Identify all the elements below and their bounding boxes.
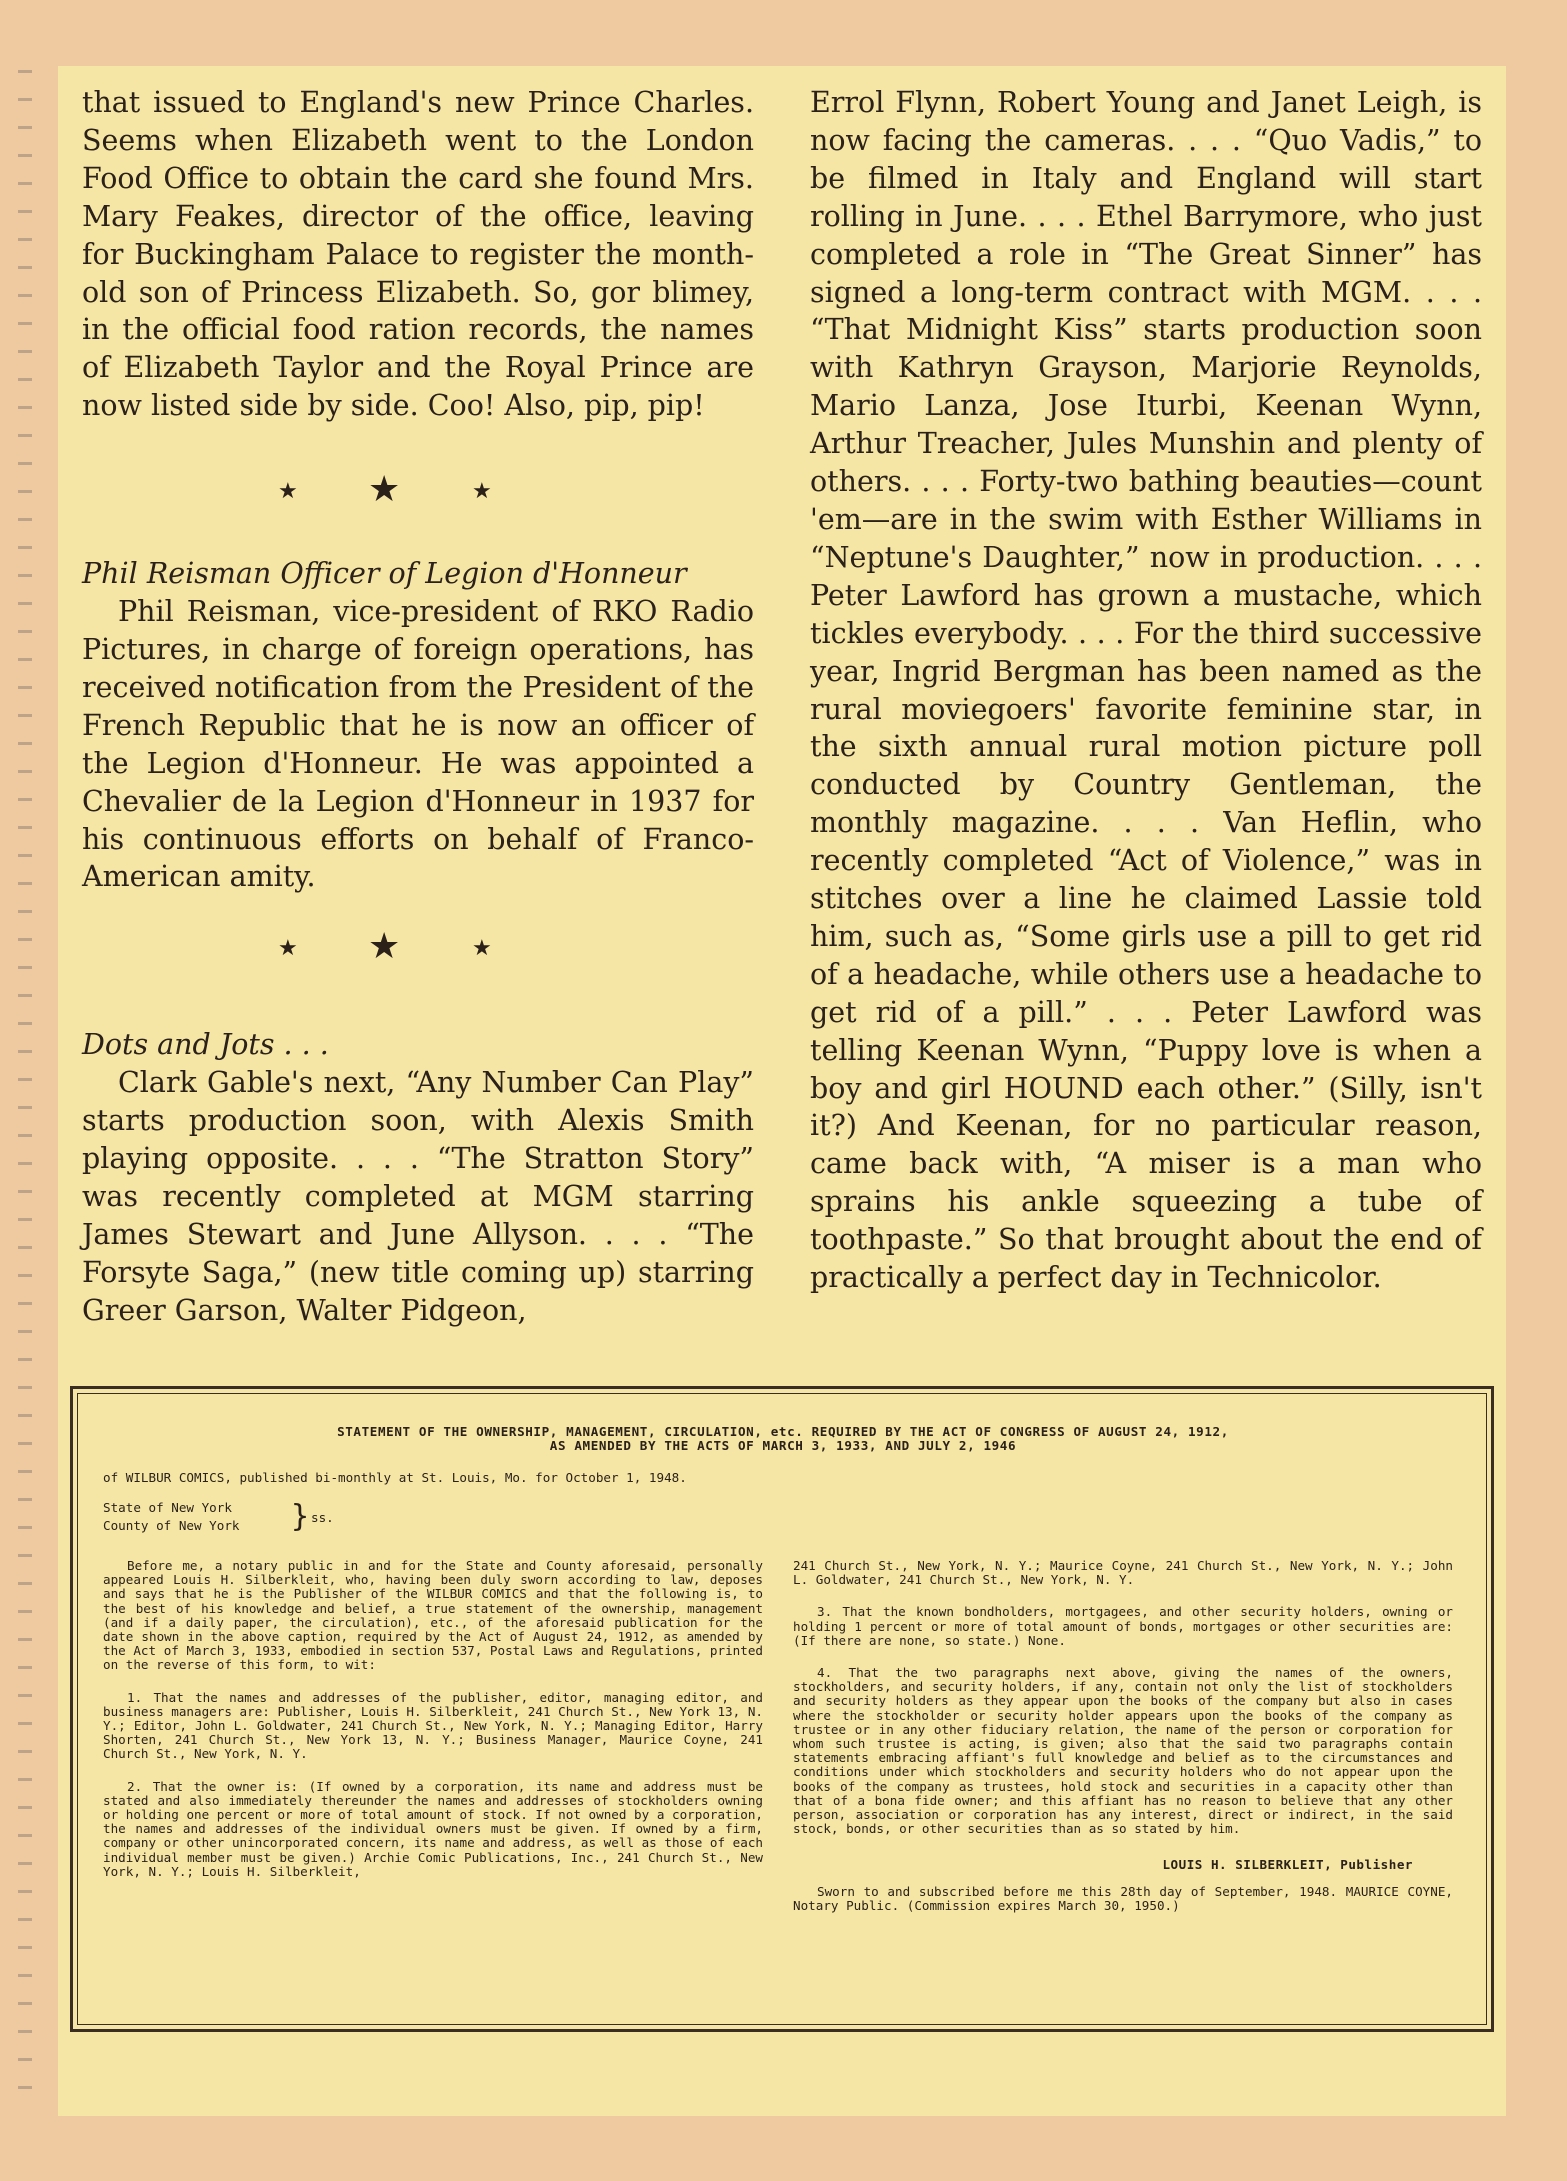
section-heading-dots-jots: Dots and Jots . . . [82,1028,329,1062]
star-icon: ★ [278,479,298,505]
statement-title-line-2: AS AMENDED BY THE ACTS OF MARCH 3, 1933, AND JULY 2, 1946 [549,1438,1017,1454]
staple-holes [18,70,32,2110]
statement-intro: Before me, a notary public in and for the State and County aforesaid, personally appeared Louis H. Silberkleit, who, having been duly sworn according to law, deposes and says that he is the Publisher of the WILBUR COMICS and that the following is, to the best of his knowledge and belief, a true statement of the ownership, management (and if a daily paper, the circulation), etc., of the aforesaid publication for the date shown in the above caption, required by the Act of August 24, 1912, as amended by the Act of March 3, 1933, embodied in section 537, Postal Laws and Regulations, printed on the reverse of this form, to wit: [103,1558,763,1673]
statement-right-column [793,1559,1453,1931]
star-divider-1 [82,425,754,555]
right-column [810,84,1482,1297]
publisher-signature: LOUIS H. SILBERKLEIT, Publisher [1162,1857,1413,1873]
right-paragraph-1: Errol Flynn, Robert Young and Janet Leigh, is now facing the cameras. . . . “Quo Vadis,” to be filmed in Italy and England will start rolling in June. . . . Ethel Barrymore, who just completed a role in “The Great Sinner” has signed a long-term contract with MGM. . . . “That Midnight Kiss” starts production soon with Kathryn Grayson, Marjorie Reynolds, Mario Lanza, Jose Iturbi, Keenan Wynn, Arthur Treacher, Jules Munshin and plenty of others. . . . Forty-two bathing beauties—count 'em—are in the swim with Esther Williams in “Neptune's Daughter,” now in production. . . . Peter Lawford has grown a mustache, which tickles everybody. . . . For the third successive year, Ingrid Bergman has been named as the rural moviegoers' favorite feminine star, in the sixth annual rural motion picture poll conducted by Country Gentleman, the monthly magazine. . . . Van Heflin, who recently completed “Act of Violence,” was in stitches over a line he claimed Lassie told him, such as, “Some girls use a pill to get rid of a headache, while others use a headache to get rid of a pill.” . . . Peter Lawford was telling Keenan Wynn, “Puppy love is when a boy and girl HOUND each other.” (Silly, isn't it?) And Keenan, for no particular reason, came back with, “A miser is a man who sprains his ankle squeezing a tube of toothpaste.” So that brought about the end of practically a perfect day in Technicolor. [810,86,1482,1295]
statement-title-line-1: STATEMENT OF THE OWNERSHIP, MANAGEMENT, CIRCULATION, etc. REQUIRED BY THE ACT OF CONGRESS OF AUGUST 24, 1912, [337,1424,1229,1439]
statement-para-2-cont: 241 Church St., New York, N. Y.; Maurice Coyne, 241 Church St., New York, N. Y.; John L. Goldwater, 241 Church St., New York, N. Y. [793,1558,1453,1588]
statement-para-1: 1. That the names and addresses of the publisher, editor, managing editor, and business managers are: Publisher, Louis H. Silberkleit, 241 Church St., New York 13, N. Y.; Editor, John L. Goldwater, 241 Church St., New York, N. Y.; Managing Editor, Harry Shorten, 241 Church St., New York 13, N. Y.; Business Manager, Maurice Coyne, 241 Church St., New York, N. Y. [103,1689,763,1762]
county-label: County of New York [103,1518,240,1533]
star-icon: ★ [472,479,492,505]
statement-para-4: 4. That the two paragraphs next above, giving the names of the owners, stockholders, and security holders, if any, contain not only the list of stockholders and security holders as they appear upon the books of the company but also in cases where the stockholder or security holder appears upon the books of the company as trustee or in any other fiduciary relation, the name of the person or corporation for whom such trustee is acting, is given; also that the said two paragraphs contain statements embracing affiant's full knowledge and belief as to the circumstances and conditions under which stockholders and security holders who do not appear upon the books of the company as trustees, hold stock and securities in a capacity other than that of a bona fide owner; and this affiant has no reason to believe that any other person, association or corporation has any interest, direct or indirect, in the said stock, bonds, or other securities than as so stated by him. [793,1665,1453,1837]
left-paragraph-3: Clark Gable's next, “Any Number Can Play” starts production soon, with Alexis Smith playing opposite. . . . “The Stratton Story” was recently completed at MGM starring James Stewart and June Allyson. . . . “The Forsyte Saga,” (new title coming up) starring Greer Garson, Walter Pidgeon, [82,1066,754,1327]
statement-left-column [103,1559,763,1897]
left-column [82,84,754,1330]
star-icon: ★ [278,936,298,962]
state-county-block [103,1499,334,1535]
left-paragraph-1: that issued to England's new Prince Charles. Seems when Elizabeth went to the London Food Office to obtain the card she found Mrs. Mary Feakes, director of the office, leaving for Buckingham Palace to register the month-old son of Princess Elizabeth. So, gor blimey, in the official food ration records, the names of Elizabeth Taylor and the Royal Prince are now listed side by side. Coo! Also, pip, pip! [82,86,754,423]
statement-para-3: 3. That the known bondholders, mortgagees, and other security holders, owning or holding 1 percent or more of total amount of bonds, mortgages or other securities are: (If there are none, so state.) None. [793,1604,1453,1648]
ss-label: ss. [311,1510,334,1525]
star-icon: ★ [368,926,401,968]
brace-icon: } [291,1499,310,1534]
star-icon: ★ [472,936,492,962]
magazine-page [58,66,1506,2116]
statement-para-2: 2. That the owner is: (If owned by a corporation, its name and address must be stated and also immediately thereunder the names and addresses of stockholders owning or holding one percent or more of total amount of stock. If not owned by a corporation, the names and addresses of the individual owners must be given. If owned by a firm, company or other unincorporated concern, its name and address, as well as those of each individual member must be given.) Archie Comic Publications, Inc., 241 Church St., New York, N. Y.; Louis H. Silberkleit, [103,1778,763,1879]
ownership-statement-box [70,1386,1494,2032]
left-paragraph-2: Phil Reisman, vice-president of RKO Radio Pictures, in charge of foreign operations, has received notification from the President of the French Republic that he is now an officer of the Legion d'Honneur. He was appointed a Chevalier de la Legion d'Honneur in 1937 for his continuous efforts on behalf of Franco-American amity. [82,595,754,894]
section-heading-reisman: Phil Reisman Officer of Legion d'Honneur [82,557,687,591]
star-icon: ★ [368,469,401,511]
state-label: State of New York [103,1500,232,1515]
statement-title [103,1425,1463,1453]
sworn-notary-line: Sworn to and subscribed before me this 28th day of September, 1948. MAURICE COYNE, Notary Public. (Commission expires March 30, 1950.) [793,1883,1453,1913]
statement-subtitle: of WILBUR COMICS, published bi-monthly at St. Louis, Mo. for October 1, 1948. [103,1470,687,1485]
star-divider-2 [82,896,754,1026]
